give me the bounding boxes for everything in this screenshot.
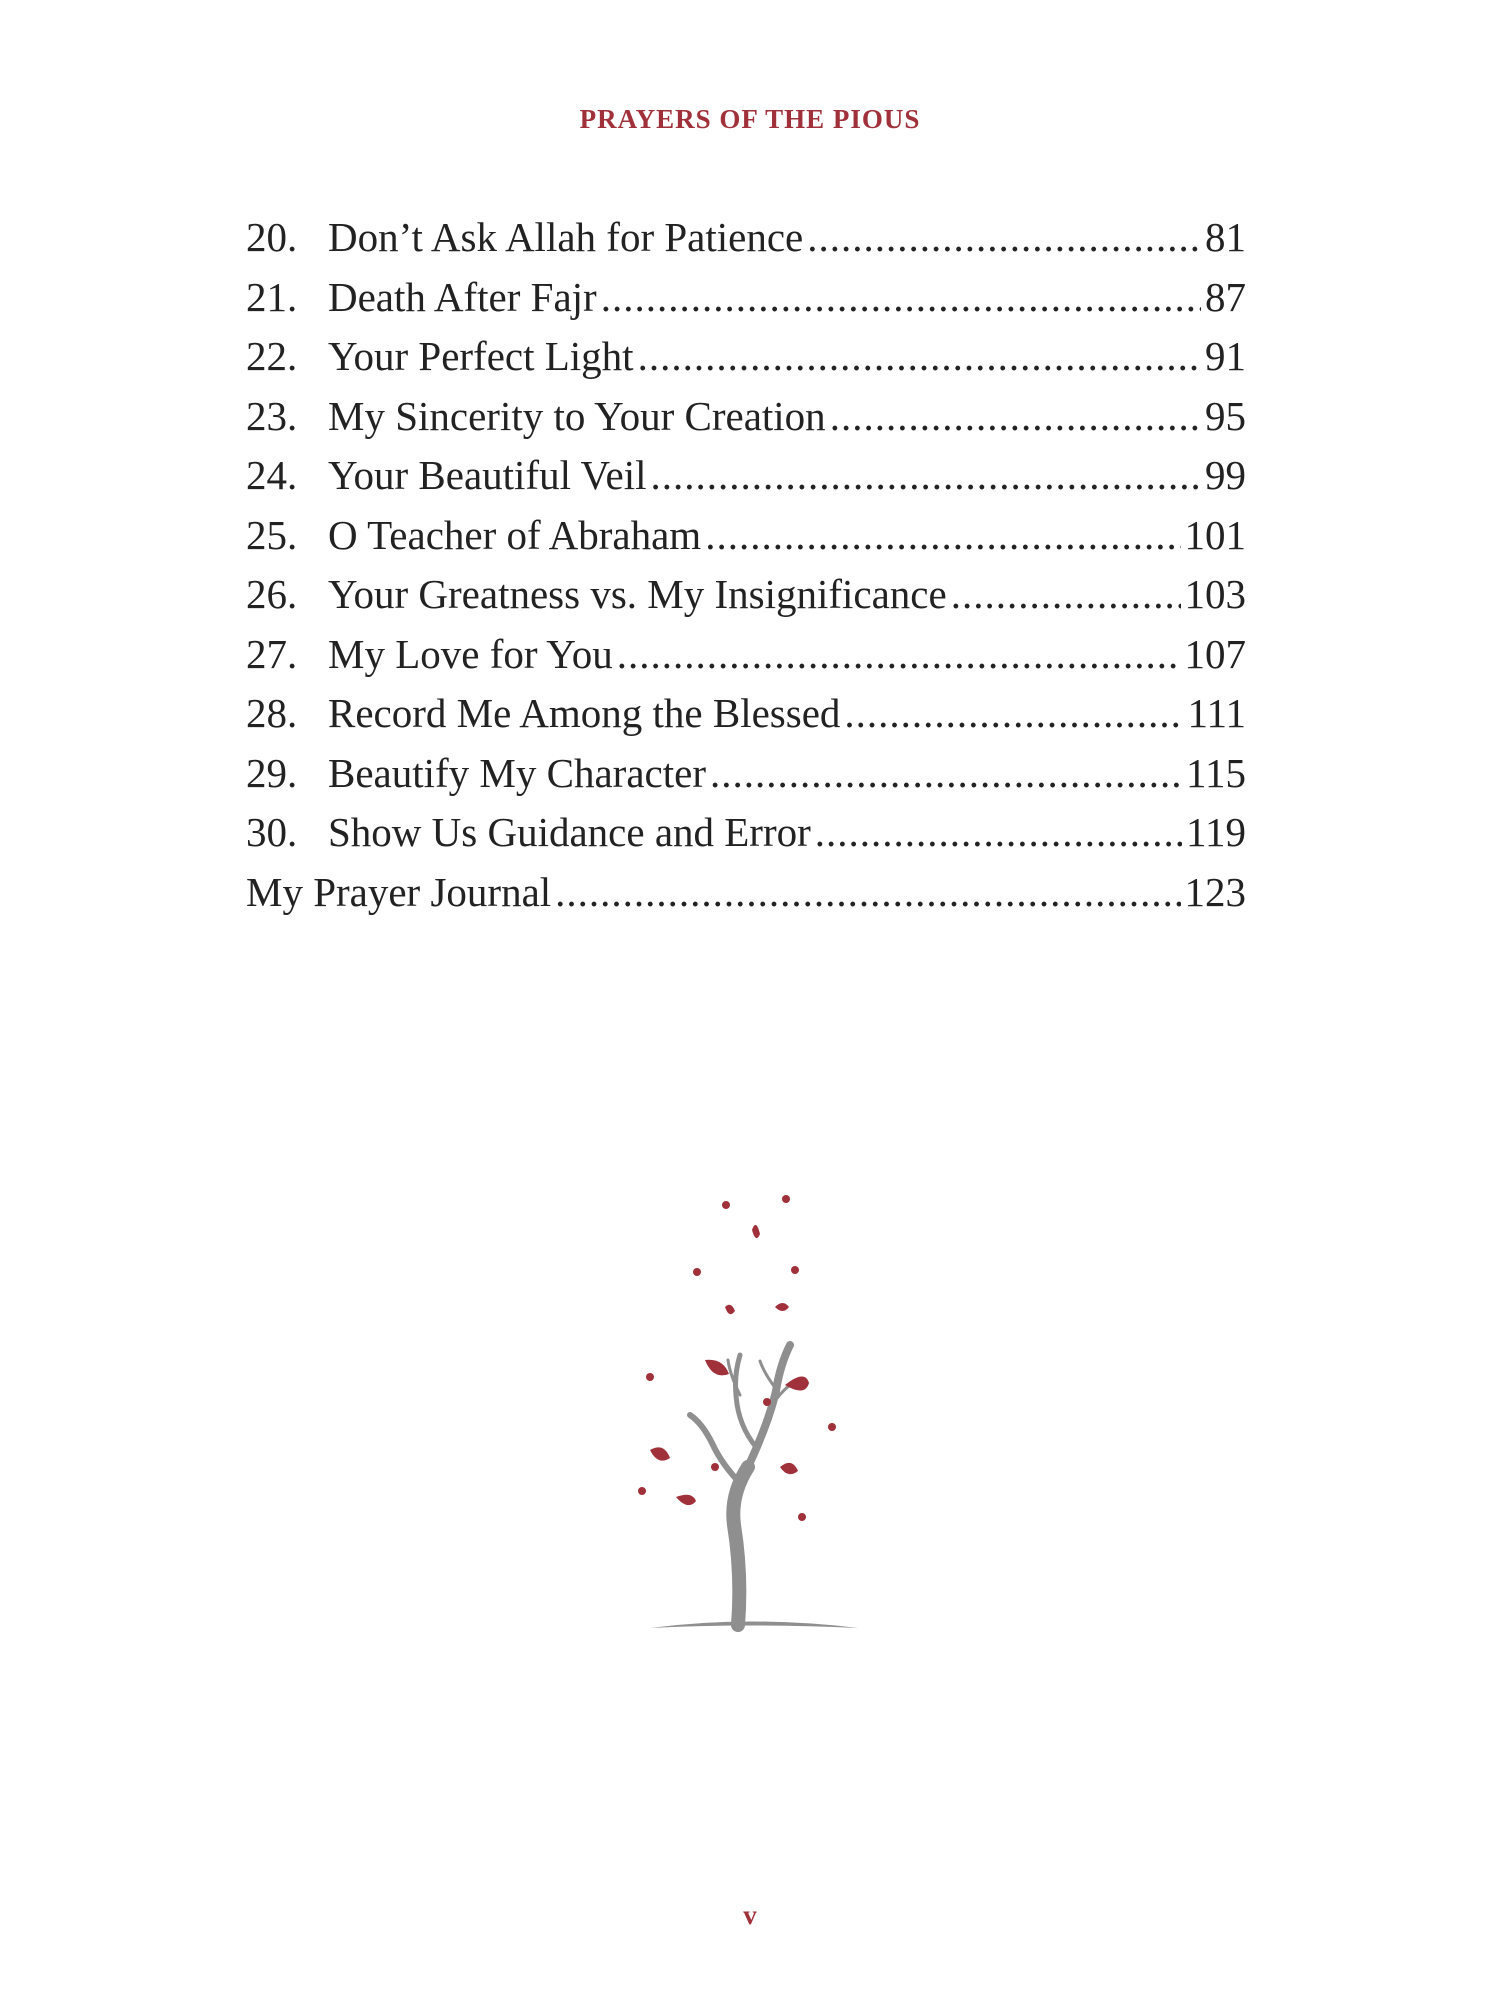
toc-entry-page: 107 <box>1184 630 1246 677</box>
toc-entry[interactable] <box>246 446 1246 506</box>
toc-entry[interactable] <box>246 625 1246 685</box>
leaf-dot <box>638 1487 646 1495</box>
toc-entry-title: Your Beautiful Veil <box>328 452 647 498</box>
toc-entry-number: 27. <box>246 630 298 677</box>
leaf-dot <box>763 1398 771 1406</box>
toc-entry-title: Your Perfect Light <box>328 333 634 379</box>
toc-entry[interactable] <box>246 208 1246 268</box>
toc-dot-leader <box>844 684 1183 744</box>
toc-entry-title: Show Us Guidance and Error <box>328 809 811 855</box>
toc-entry-number: 20. <box>246 214 298 260</box>
toc-entry-page: 115 <box>1186 749 1246 796</box>
toc-dot-leader <box>601 268 1201 328</box>
toc-dot-leader <box>651 446 1201 506</box>
leaf-dot <box>798 1513 806 1521</box>
toc-dot-leader <box>638 327 1201 387</box>
tree-branch <box>736 1355 757 1447</box>
toc-dot-leader <box>705 506 1180 566</box>
leaf <box>725 1305 735 1314</box>
toc-dot-leader <box>555 863 1180 923</box>
toc-entry-number: 22. <box>246 333 298 379</box>
page-number: v <box>743 1900 757 1930</box>
leaf <box>780 1463 798 1474</box>
ground-line <box>650 1622 858 1629</box>
toc-dot-leader <box>710 744 1182 804</box>
leaf <box>752 1225 760 1238</box>
toc-entry[interactable] <box>246 803 1246 863</box>
leaf-dot <box>693 1268 701 1276</box>
toc-entry-title: My Prayer Journal <box>246 868 552 915</box>
leaf <box>705 1360 729 1376</box>
toc-entry-prayer-journal[interactable] <box>246 863 1246 923</box>
toc-entry-title: Your Greatness vs. My Insignificance <box>328 571 947 617</box>
tree-branch <box>690 1415 742 1485</box>
toc-entry-title: Record Me Among the Blessed <box>328 690 841 736</box>
toc-entry-title: O Teacher of Abraham <box>328 511 702 558</box>
leaf <box>775 1303 789 1311</box>
leaf-dot <box>711 1463 719 1471</box>
toc-entry-title: My Sincerity to Your Creation <box>328 392 826 439</box>
toc-entry-page: 101 <box>1184 511 1246 558</box>
table-of-contents <box>246 208 1246 922</box>
toc-entry-page: 95 <box>1205 392 1246 439</box>
toc-entry-title: Death After Fajr <box>328 273 597 320</box>
toc-entry[interactable] <box>246 744 1246 804</box>
toc-entry-page: 91 <box>1205 333 1246 379</box>
toc-entry[interactable] <box>246 506 1246 566</box>
toc-entry[interactable] <box>246 565 1246 625</box>
tree-icon <box>630 1195 870 1635</box>
toc-dot-leader <box>951 565 1181 625</box>
toc-entry-page: 81 <box>1205 214 1246 260</box>
toc-dot-leader <box>617 625 1181 685</box>
toc-entry-page: 103 <box>1184 571 1246 617</box>
toc-entry-page: 119 <box>1186 809 1246 855</box>
toc-entry[interactable] <box>246 387 1246 447</box>
toc-entry-number: 28. <box>246 690 298 736</box>
toc-entry-page: 111 <box>1187 690 1246 736</box>
toc-entry[interactable] <box>246 327 1246 387</box>
toc-dot-leader <box>807 208 1201 268</box>
leaf-dot <box>782 1195 790 1203</box>
leaf-dot <box>722 1201 730 1209</box>
leaf-dot <box>828 1423 836 1431</box>
toc-entry-number: 24. <box>246 452 298 498</box>
toc-entry[interactable] <box>246 684 1246 744</box>
toc-entry-number: 23. <box>246 392 298 439</box>
tree-branch <box>746 1345 790 1471</box>
toc-entry-number: 30. <box>246 809 298 855</box>
toc-dot-leader <box>830 387 1201 447</box>
leaf-dot <box>791 1266 799 1274</box>
leaf-dot <box>646 1373 654 1381</box>
toc-entry-number: 21. <box>246 273 298 320</box>
leaf <box>676 1495 696 1505</box>
running-head-title: PRAYERS OF THE PIOUS <box>579 104 921 134</box>
toc-entry-title: Beautify My Character <box>328 749 706 796</box>
toc-entry-page: 87 <box>1205 273 1246 320</box>
toc-entry-number: 29. <box>246 749 298 796</box>
toc-entry-number: 25. <box>246 511 298 558</box>
tree-trunk <box>733 1467 748 1625</box>
toc-entry-page: 99 <box>1205 452 1246 498</box>
toc-entry-title: Don’t Ask Allah for Patience <box>328 214 804 260</box>
leaf <box>785 1376 809 1390</box>
toc-entry-page: 123 <box>1184 868 1246 915</box>
toc-entry-number: 26. <box>246 571 298 617</box>
leaf <box>650 1447 670 1460</box>
tree-branch <box>760 1361 776 1389</box>
toc-entry[interactable] <box>246 268 1246 328</box>
toc-dot-leader <box>815 803 1182 863</box>
toc-entry-title: My Love for You <box>328 630 613 677</box>
